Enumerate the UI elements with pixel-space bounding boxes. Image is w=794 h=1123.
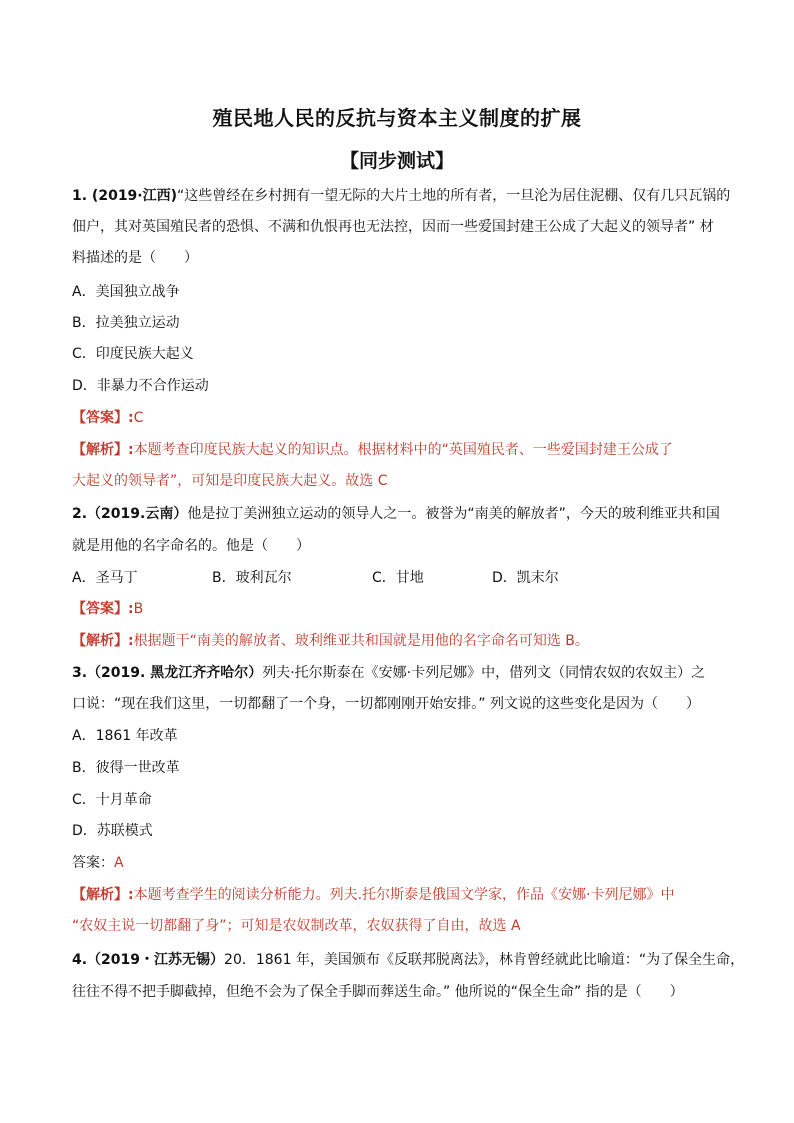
q1-option-a: A．美国独立战争 [72,284,180,300]
q3-analysis-quote: “农奴主说一切都翻了身” [72,918,227,934]
q1-option-c: C．印度民族大起义 [72,346,194,362]
q3-option-a: A．1861 年改革 [72,728,178,744]
q3-line1 [72,663,732,683]
q3-option-c: C．十月革命 [72,792,152,808]
q2-option-a: A．圣马丁 [72,570,138,586]
q1-option-d: D．非暴力不合作运动 [72,378,209,394]
q3-answer-label: 答案： [72,855,114,871]
q4-stem-line1: 20．1861 年，美国颁布《反联邦脱离法》，林肯曾经就此比喻道：“为了保全生命， [224,952,745,968]
q3-option-b: B．彼得一世改革 [72,760,180,776]
q2-analysis-text1: 根据题干“南美的解放者、玻利维亚共和国就是用他的名字命名可知选 B。 [133,633,589,649]
q3-answer [72,853,732,873]
q2-option-c: C．甘地 [372,570,424,586]
q3-stem-line1: 列夫·托尔斯泰在《安娜·卡列尼娜》中，借列文（同情农奴的农奴主）之 [262,665,706,681]
q3-analysis-text2: ；可知是农奴制改革，农奴获得了自由，故选 A [226,918,521,934]
q2-option-b: B．玻利瓦尔 [212,570,292,586]
q1-answer-value: C [133,410,144,426]
q1-analysis-line1 [72,440,732,460]
q3-analysis-line1 [72,885,732,905]
q2-answer [72,599,732,619]
q1-analysis-line2: 大起义的领导者”，可知是印度民族大起义。故选 C [72,473,388,489]
q4-line1 [72,950,745,970]
q3-option-d: D．苏联模式 [72,823,153,839]
page-title: 殖民地人民的反抗与资本主义制度的扩展 [212,106,582,130]
q4-source: 4.（2019・江苏无锡） [72,952,225,968]
q2-answer-value: B [133,601,144,617]
q3-analysis-label: 【解析】: [72,887,134,903]
q2-line1 [72,504,732,524]
q1-stem-line1: “这些曾经在乡村拥有一望无际的大片土地的所有者，一旦沦为居住泥棚、仅有几只瓦锅的 [177,188,731,204]
q2-analysis-label: 【解析】: [72,633,134,649]
q1-analysis-label: 【解析】: [72,442,134,458]
q2-answer-label: 【答案】: [72,601,134,617]
q2-source: 2.（2019.云南） [72,506,188,522]
q1-stem-line3: 料描述的是（ ） [72,250,198,266]
q1-option-b: B．拉美独立运动 [72,315,180,331]
q3-analysis-line2 [72,916,732,936]
q1-line1 [72,186,732,206]
q2-option-d: D．凯末尔 [492,570,559,586]
q1-answer [72,408,732,428]
q3-analysis-text1: 本题考查学生的阅读分析能力。列夫.托尔斯泰是俄国文学家，作品《安娜·卡列尼娜》中 [133,887,675,903]
q2-stem-line1: 他是拉丁美洲独立运动的领导人之一。被誉为“南美的解放者”，今天的玻利维亚共和国 [187,506,720,522]
section-subtitle: 【同步测试】 [339,150,454,172]
q2-stem-line2: 就是用他的名字命名的。他是（ ） [72,538,310,554]
q2-analysis-line1 [72,631,732,651]
q1-stem-line2: 佃户，其对英国殖民者的恐惧、不满和仇恨再也无法控，因而一些爱国封建王公成了大起义的领导者” 材 [72,219,714,235]
q3-stem-line2: 口说：“现在我们这里，一切都翻了一个身，一切都刚刚开始安排。” 列文说的这些变化是因为（ ） [72,696,700,712]
q1-answer-label: 【答案】: [72,410,134,426]
q1-analysis-text1: 本题考查印度民族大起义的知识点。根据材料中的“英国殖民者、一些爱国封建王公成了 [133,442,673,458]
q4-stem-line2: 往往不得不把手脚截掉，但绝不会为了保全手脚而葬送生命。” 他所说的“保全生命” 指的是（ ） [72,984,684,1000]
q3-answer-value: A [114,855,124,871]
q1-source: 1. (2019·江西) [72,188,178,204]
q3-source: 3.（2019. 黑龙江齐齐哈尔） [72,665,263,681]
